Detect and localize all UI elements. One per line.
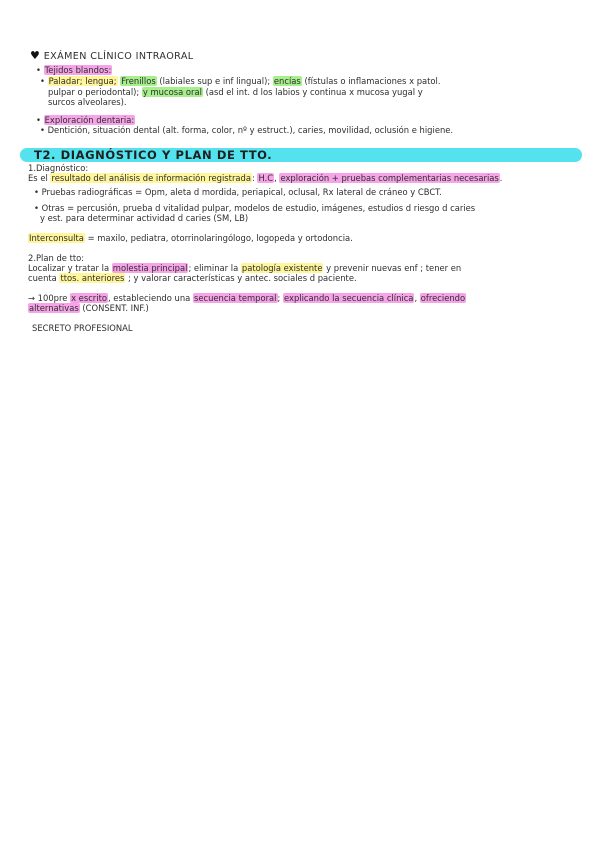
frenillos-highlight: Frenillos bbox=[121, 76, 156, 86]
blandos-line-3: surcos alveolares). bbox=[48, 97, 127, 107]
secuencia-temporal-highlight: secuencia temporal bbox=[193, 293, 277, 303]
tejidos-blandos-label: Tejidos blandos: bbox=[44, 65, 112, 75]
mucosa-highlight: y mucosa oral bbox=[142, 87, 202, 97]
diagnostico-heading: 1.Diagnóstico: bbox=[28, 163, 89, 173]
otras-line-2: y est. para determinar actividad d caries (SM, LB) bbox=[40, 213, 249, 223]
molestia-highlight: molestia principal bbox=[112, 263, 188, 273]
ttos-anteriores-highlight: ttos. anteriores bbox=[60, 273, 125, 283]
patologia-highlight: patología existente bbox=[241, 263, 323, 273]
tejidos-blandos-line: • Tejidos blandos: bbox=[36, 65, 112, 75]
plan-arrow-line: → 100pre x escrito, estableciendo una secuencia temporal; explicando la secuencia clínica, ofreciendo bbox=[28, 293, 466, 303]
resultado-highlight: resultado del análisis de información registrada bbox=[51, 173, 251, 183]
ofreciendo-highlight: ofreciendo bbox=[420, 293, 466, 303]
plan-heading: 2.Plan de tto: bbox=[28, 253, 85, 263]
explicando-highlight: explicando la secuencia clínica bbox=[284, 293, 414, 303]
exploracion-dentaria-line: • Exploración dentaria: bbox=[36, 115, 135, 125]
plan-line-2: cuenta ttos. anteriores ; y valorar características y antec. sociales d paciente. bbox=[28, 273, 357, 283]
paladar-highlight: Paladar; lengua; bbox=[48, 76, 117, 86]
diagnostico-line-1: Es el resultado del análisis de información registrada: H.C, exploración + pruebas complementarias necesarias. bbox=[28, 173, 503, 183]
banner-title: T2. DIAGNÓSTICO Y PLAN DE TTO. bbox=[34, 148, 273, 162]
plan-line-1: Localizar y tratar la molestia principal; eliminar la patología existente y prevenir nuevas enf ; tener en bbox=[28, 263, 462, 273]
denticion-line: • Dentición, situación dental (alt. forma, color, nº y estruct.), caries, movilidad, oclusión e higiene. bbox=[40, 125, 454, 135]
secreto-profesional: SECRETO PROFESIONAL bbox=[32, 323, 133, 333]
alternativas-highlight: alternativas bbox=[29, 303, 79, 313]
exploracion-highlight: exploración + pruebas complementarias necesarias bbox=[280, 173, 499, 183]
plan-line-4: alternativas (CONSENT. INF.) bbox=[29, 303, 149, 313]
escrito-highlight: x escrito bbox=[71, 293, 107, 303]
otras-line-1: • Otras = percusión, prueba d vitalidad pulpar, modelos de estudio, imágenes, estudios d riesgo d caries bbox=[34, 203, 476, 213]
hc-highlight: H.C bbox=[258, 173, 274, 183]
blandos-line-2: pulpar o periodontal); y mucosa oral (asd el int. d los labios y continua x mucosa yugal y bbox=[48, 87, 423, 97]
interconsulta-label: Interconsulta bbox=[29, 233, 84, 243]
encias-highlight: encías bbox=[273, 76, 301, 86]
section-heading bbox=[30, 50, 194, 62]
heart-icon: ♥ bbox=[30, 49, 41, 62]
interconsulta-line: Interconsulta = maxilo, pediatra, otorrinolaringólogo, logopeda y ortodoncia. bbox=[29, 233, 353, 243]
exploracion-dentaria-label: Exploración dentaria: bbox=[44, 115, 135, 125]
intraoral-title: EXÁMEN CLÍNICO INTRAORAL bbox=[43, 51, 194, 62]
pruebas-radiograficas-line: • Pruebas radiográficas = Opm, aleta d mordida, periapical, oclusal, Rx lateral de cráneo y CBCT. bbox=[34, 187, 442, 197]
blandos-line-1: • Paladar; lengua; Frenillos (labiales sup e inf lingual); encías (fístulas o inflamaciones x patol. bbox=[40, 76, 441, 86]
